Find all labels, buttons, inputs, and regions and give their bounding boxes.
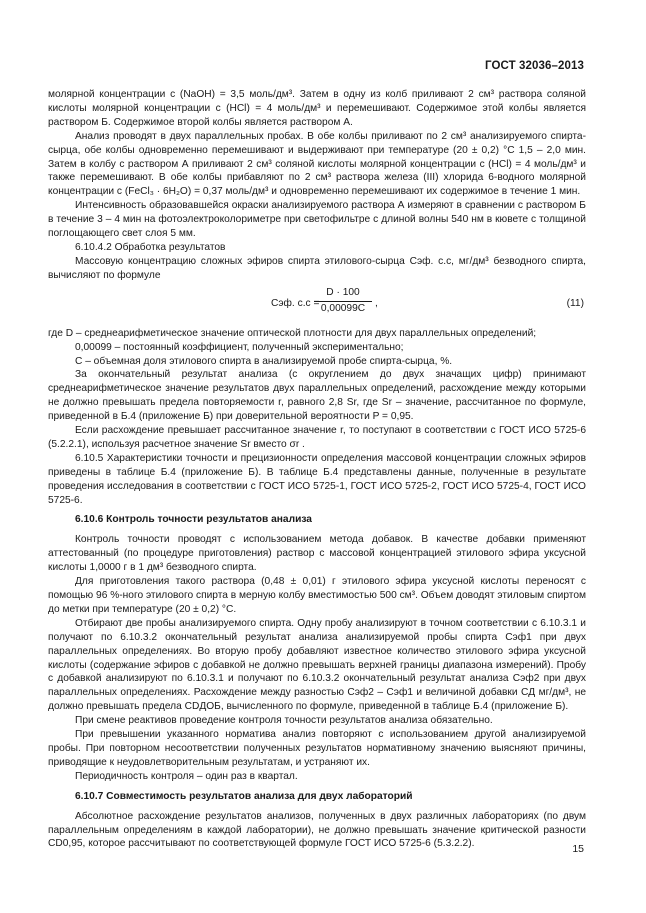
section-heading: 6.10.7 Совместимость результатов анализа для двух лабораторий <box>75 790 413 802</box>
formula-fraction <box>314 286 372 316</box>
paragraph: Анализ проводят в двух параллельных пробах. В обе колбы приливают по 2 см³ анализируемого спирта-сырца, обе колбы одновременно перемешивают и выдерживают при температуре (20 ± 0,2) °С 1,5 – 2,0 мин. Затем в колбу с раствором А приливают 2 см³ соляной кислоты молярной концентрации c (HCl) = 4 моль/дм³ и также перемешивают. В обе колбы прибавляют по 2 см³ раствора железа (III) хлорида 6-водного молярной концентрации с (FeCl₃ · 6H₂O) = 0,37 моль/дм³ и одновременно перемешивают их содержимое в течение 1 мин. <box>48 130 586 198</box>
paragraph: Если расхождение превышает рассчитанное значение r, то поступают в соответствии с ГОСТ ИСО 5725-6 (5.2.2.1), используя расчетное значение Sr вместо σr . <box>48 425 586 450</box>
paragraph: Интенсивность образовавшейся окраски анализируемого раствора А измеряют в сравнении с раствором Б в течение 3 – 4 мин на фотоэлектроколориметре при светофильтре с длиной волны 540 нм в кювете с толщиной поглощающего свет слоя 5 мм. <box>48 200 586 240</box>
document-body <box>48 88 586 851</box>
standard-header: ГОСТ 32036–2013 <box>484 60 584 72</box>
paragraph: Абсолютное расхождение результатов анализов, полученных в двух различных лабораториях (по двум параллельным определениям в каждой лаборатории), не должно превышать значение критической разности CD0,95, которое рассчитывают по соответствующей формуле ГОСТ ИСО 5725-6 (5.3.2.2). <box>48 810 586 850</box>
paragraph: где D – среднеарифметическое значение оптической плотности для двух параллельных определений; <box>48 327 537 339</box>
paragraph: 0,00099 – постоянный коэффициент, полученный экспериментально; <box>75 341 404 353</box>
paragraph: Периодичность контроля – один раз в квартал. <box>75 770 298 782</box>
paragraph: При превышении указанного норматива анализ повторяют с использованием другой анализируемой пробы. При повторном несоответствии полученных результатов нормативному значению выясняют причины, приводящие к неудовлетворительным результатам, и устраняют их. <box>48 729 586 768</box>
formula-comma: , <box>375 297 378 309</box>
formula-number: (11) <box>566 297 584 309</box>
paragraph: Отбирают две пробы анализируемого спирта. Одну пробу анализируют в точном соответствии с 6.10.3.1 и получают по 6.10.3.2 окончательный результат анализа анализируемой пробы спирта Cэф1 при двух параллельных определениях. Во вторую пробу добавляют известное количество этилового эфира уксусной кислоты (содержание эфиров с добавкой не должно превышать верхней границы диапазона измерений). Пробу с добавкой анализируют по 6.10.3.1 и получают по 6.10.3.2 окончательный результат анализа Cэф2 при двух параллельных определениях. Расхождение между разностью Cэф2 – Cэф1 и величиной добавки CД мг/дм³, не должно превышать предела CDДОБ, вычисленного по формуле, приведенной в таблице Б.4 (приложение Б). <box>48 617 586 713</box>
paragraph: При смене реактивов проведение контроля точности результатов анализа обязательно. <box>75 715 493 727</box>
formula-numerator: D · 100 <box>314 286 372 302</box>
paragraph: C – объемная доля этилового спирта в анализируемой пробе спирта-сырца, %. <box>75 355 453 367</box>
section-heading: 6.10.6 Контроль точности результатов анализа <box>75 514 312 526</box>
paragraph: молярной концентрации c (NaOH) = 3,5 моль/дм³. Затем в одну из колб приливают 2 см³ раствора соляной кислоты молярной концентрации c (HCl) = 4 моль/дм³ и перемешивают. Содержимое этой колбы является раствором Б. Содержимое второй колбы является раствором А. <box>48 89 586 128</box>
formula-denominator: 0,00099C <box>320 302 366 314</box>
formula-lhs: Cэф. с.с = <box>271 297 320 309</box>
paragraph: 6.10.5 Характеристики точности и прецизионности определения массовой концентрации сложных эфиров приведены в таблице Б.4 (приложение Б). В таблице Б.4 представлены данные, полученные в результате проведения исследования в соответствии с ГОСТ ИСО 5725-1, ГОСТ ИСО 5725-2, ГОСТ ИСО 5725-4, ГОСТ ИСО 5725-6. <box>48 452 586 506</box>
paragraph: За окончательный результат анализа (с округлением до двух значащих цифр) принимают среднеарифметическое значение результатов двух параллельных определений, расхождение между которыми не должно превышать предела повторяемости r, равного 2,8 Sr, где Sr – значение, рассчитанное по формуле, приведенной в Б.4 (приложение Б) при доверительной вероятности P = 0,95. <box>48 369 586 423</box>
paragraph: Массовую концентрацию сложных эфиров спирта этилового-сырца Cэф. с.с, мг/дм³ безводного спирта, вычисляют по формуле <box>48 255 586 281</box>
formula-11 <box>48 285 586 325</box>
paragraph: Контроль точности проводят с использованием метода добавок. В качестве добавки применяют аттестованный (по процедуре приготовления) раствор с массовой концентрацией этилового эфира уксусной кислоты 1,0000 г в 1 дм³ безводного спирта. <box>48 534 586 574</box>
subsection-title: 6.10.4.2 Обработка результатов <box>75 241 226 253</box>
page-number: 15 <box>572 843 584 855</box>
paragraph: Для приготовления такого раствора (0,48 ± 0,01) г этилового эфира уксусной кислоты переносят с помощью 96 %-ного этилового спирта в мерную колбу вместимостью 500 см³. Объем доводят этиловым спиртом до метки при температуре (20 ± 0,2) °С. <box>48 576 586 615</box>
